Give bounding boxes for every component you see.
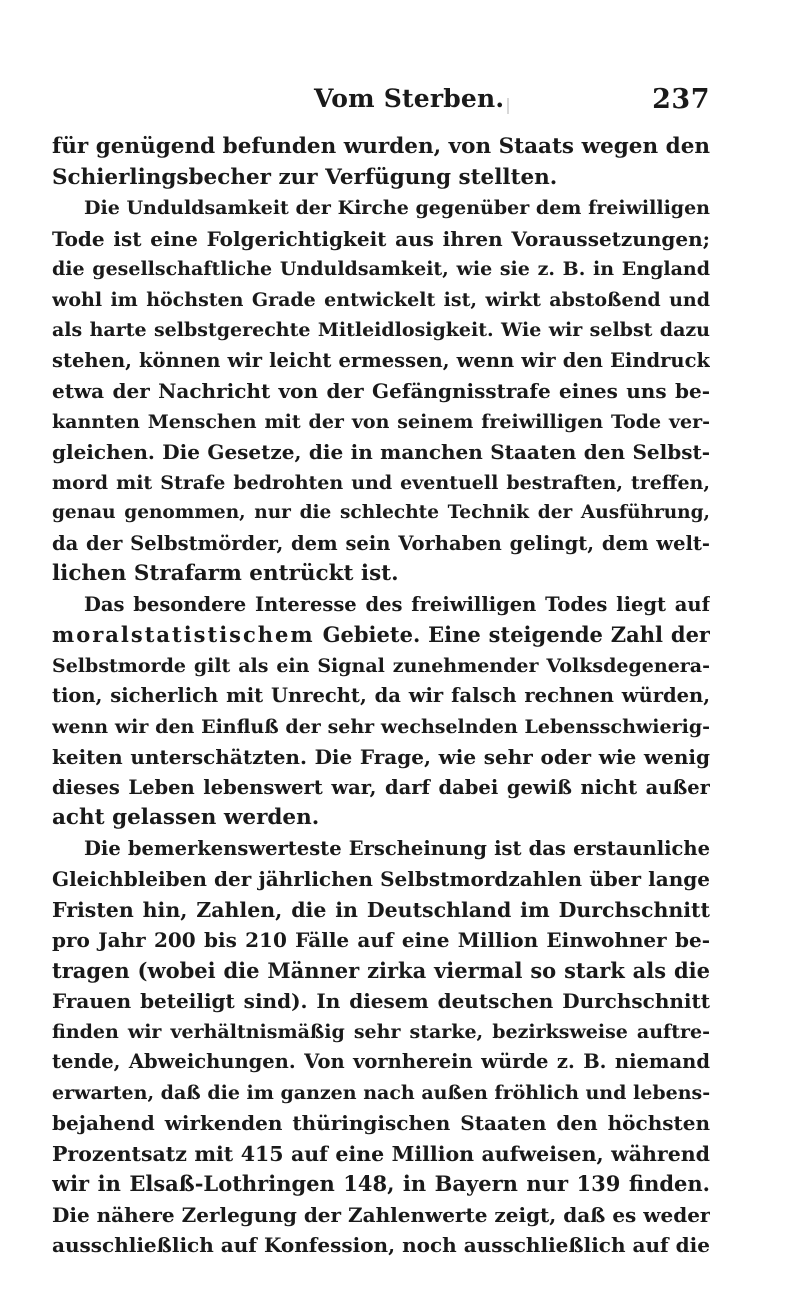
text-line: Das besondere Interesse des freiwilligen Todes liegt auf [84, 592, 710, 616]
text-line: pro Jahr 200 bis 210 Fälle auf eine Million Einwohner be- [52, 928, 710, 952]
text-line: keiten unterschätzten. Die Frage, wie sehr oder wie wenig [52, 745, 710, 769]
text-line: da der Selbstmörder, dem sein Vorhaben gelingt, dem welt- [52, 531, 710, 555]
text-line: Die Unduldsamkeit der Kirche gegenüber dem freiwilligen [84, 197, 710, 219]
text-line: Selbstmorde gilt als ein Signal zunehmender Volksdegenera- [52, 654, 710, 677]
running-title: Vom Sterben. [314, 84, 505, 113]
text-line: kannten Menschen mit der von seinem freiwilligen Tode ver- [52, 410, 710, 433]
text-line: Die nähere Zerlegung der Zahlenwerte zeigt, daß es weder [52, 1202, 710, 1227]
text-line: gleichen. Die Gesetze, die in manchen Staaten den Selbst- [52, 440, 710, 464]
text-line: Frauen beteiligt sind). In diesem deutschen Durchschnitt [52, 989, 710, 1013]
text-line: dieses Leben lebenswert war, darf dabei gewiß nicht außer [52, 775, 710, 799]
page-number: 237 [652, 84, 710, 115]
text-line: etwa der Nachricht von der Gefängnisstrafe eines uns be- [52, 379, 710, 403]
text-line: wohl im höchsten Grade entwickelt ist, wirkt abstoßend und [52, 288, 710, 311]
text-line: Fristen hin, Zahlen, die in Deutschland im Durchschnitt [52, 897, 710, 922]
text-line: lichen Strafarm entrückt ist. [52, 561, 399, 586]
text-line: tende, Abweichungen. Von vornherein würde z. B. niemand [52, 1050, 710, 1073]
text-line: wir in Elsaß-Lothringen 148, in Bayern nur 139 finden. [52, 1171, 710, 1196]
text-line: Gleichbleiben der jährlichen Selbstmordzahlen über lange [52, 867, 710, 891]
text-line: die gesellschaftliche Unduldsamkeit, wie sie z. B. in England [52, 258, 710, 280]
text-line-rest: Gebiete. Eine steigende Zahl der [322, 622, 710, 647]
text-line: Tode ist eine Folgerichtigkeit aus ihren Voraussetzungen; [52, 226, 710, 251]
text-line-with-spaced-word [52, 620, 710, 651]
text-line: tion, sicherlich mit Unrecht, da wir falsch rechnen würden, [52, 684, 710, 707]
text-line: ausschließlich auf Konfession, noch ausschließlich auf die [52, 1233, 710, 1257]
body-text [52, 132, 710, 1261]
text-line: genau genommen, nur die schlechte Technik der Ausführung, [52, 502, 710, 523]
text-line: mord mit Strafe bedrohten und eventuell bestraften, treffen, [52, 471, 710, 494]
text-line: finden wir verhältnismäßig sehr starke, bezirksweise auftre- [52, 1020, 710, 1043]
text-line: Die bemerkenswerteste Erscheinung ist das erstaunliche [84, 836, 710, 860]
text-line: stehen, können wir leicht ermessen, wenn wir den Eindruck [52, 348, 710, 372]
text-line: tragen (wobei die Männer zirka viermal so stark als die [52, 957, 710, 983]
text-line: Schierlingsbecher zur Verfügung stellten. [52, 164, 558, 190]
text-line: wenn wir den Einfluß der sehr wechselnden Lebensschwierig- [52, 715, 710, 738]
page-header [52, 84, 710, 124]
text-line: für genügend befunden wurden, von Staats wegen den [52, 134, 710, 159]
text-line: bejahend wirkenden thüringischen Staaten den höchsten [52, 1111, 710, 1135]
text-line: als harte selbstgerechte Mitleidlosigkeit. Wie wir selbst dazu [52, 319, 710, 341]
margin-mark [507, 98, 509, 114]
text-line: acht gelassen werden. [52, 805, 320, 830]
spaced-emphasis-word: moralstatistischem [52, 622, 315, 647]
text-line: Prozentsatz mit 415 auf eine Million aufweisen, während [52, 1141, 710, 1166]
text-line: erwarten, daß die im ganzen nach außen fröhlich und lebens- [52, 1081, 710, 1104]
